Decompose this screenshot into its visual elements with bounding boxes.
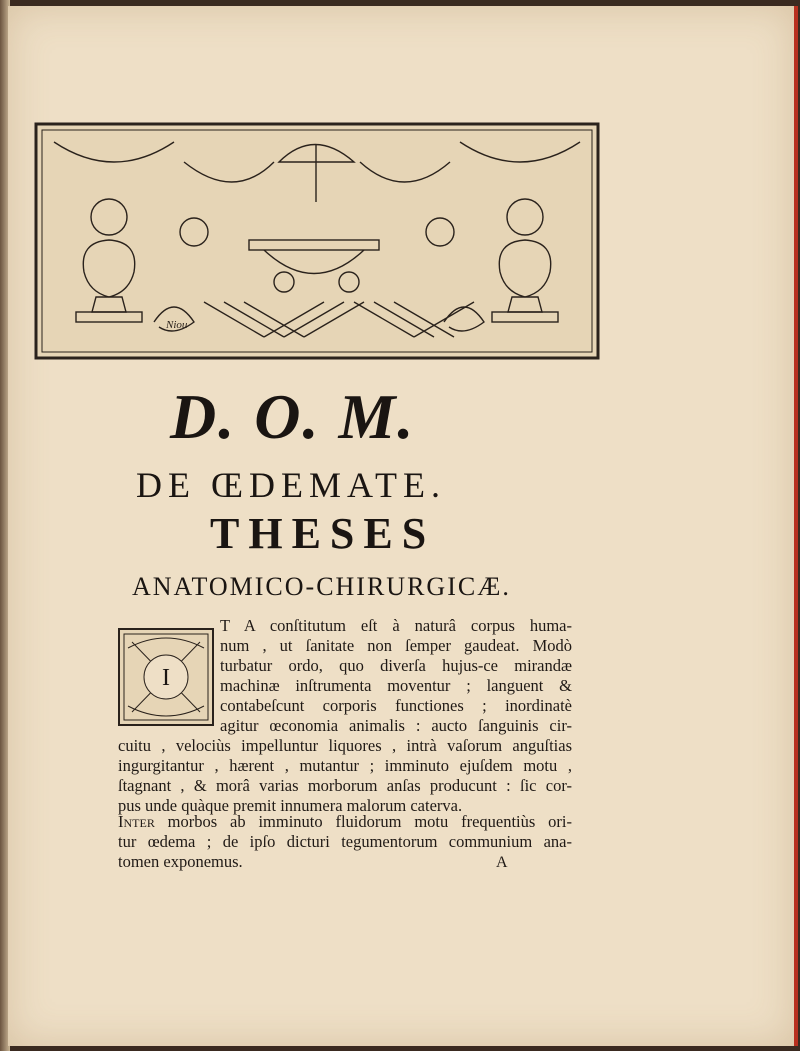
text-line: turbatur ordo, quo diverſa hujus-ce mirandæ	[220, 656, 572, 675]
headpiece-ornament	[34, 122, 600, 360]
text-line: ſtagnant , & morâ varias morborum anſas producunt : ſic cor-	[118, 776, 572, 795]
text-line: tur œdema ; de ipſo dicturi tegumentorum communium ana-	[118, 832, 572, 851]
text-line	[118, 812, 572, 832]
engraver-signature: Niou	[166, 319, 188, 331]
paragraph-1	[220, 616, 572, 736]
text-line: agitur œconomia animalis : aucto ſanguinis cir-	[220, 716, 572, 735]
text-line: contabeſcunt corporis functiones ; inordinatè	[220, 696, 572, 715]
text-line: machinæ inſtrumenta moventur ; languent &	[220, 676, 572, 695]
text-line: ingurgitantur , hærent , mutantur ; imminuto ejuſdem motu ,	[118, 756, 572, 775]
subject-heading: DE ŒDEMATE.	[136, 465, 446, 505]
text-line: tomen exponemus.	[118, 852, 243, 871]
text-line: pus unde quàque premit innumera malorum caterva.	[118, 796, 463, 815]
text-line: T A conſtitutum eſt à naturâ corpus huma-	[220, 616, 572, 635]
paragraph-1-continued	[118, 736, 572, 816]
text-line-rest: morbos ab imminuto fluidorum motu frequentiùs ori-	[154, 812, 572, 831]
text-line: cuitu , velociùs impelluntur liquores , intrà vaſorum anguſtias	[118, 736, 572, 755]
ornamental-initial	[118, 628, 214, 726]
dedication-heading: D. O. M.	[170, 381, 416, 452]
text-line: num , ut ſanitate non ſemper gaudeat. Modò	[220, 636, 572, 655]
paragraph-lead-word: Inter	[118, 812, 155, 831]
drop-cap-letter: I	[162, 665, 170, 691]
signature-mark: A	[496, 854, 508, 871]
theses-heading: THESES	[210, 509, 436, 558]
qualifier-heading: ANATOMICO-CHIRURGICÆ.	[132, 572, 511, 601]
